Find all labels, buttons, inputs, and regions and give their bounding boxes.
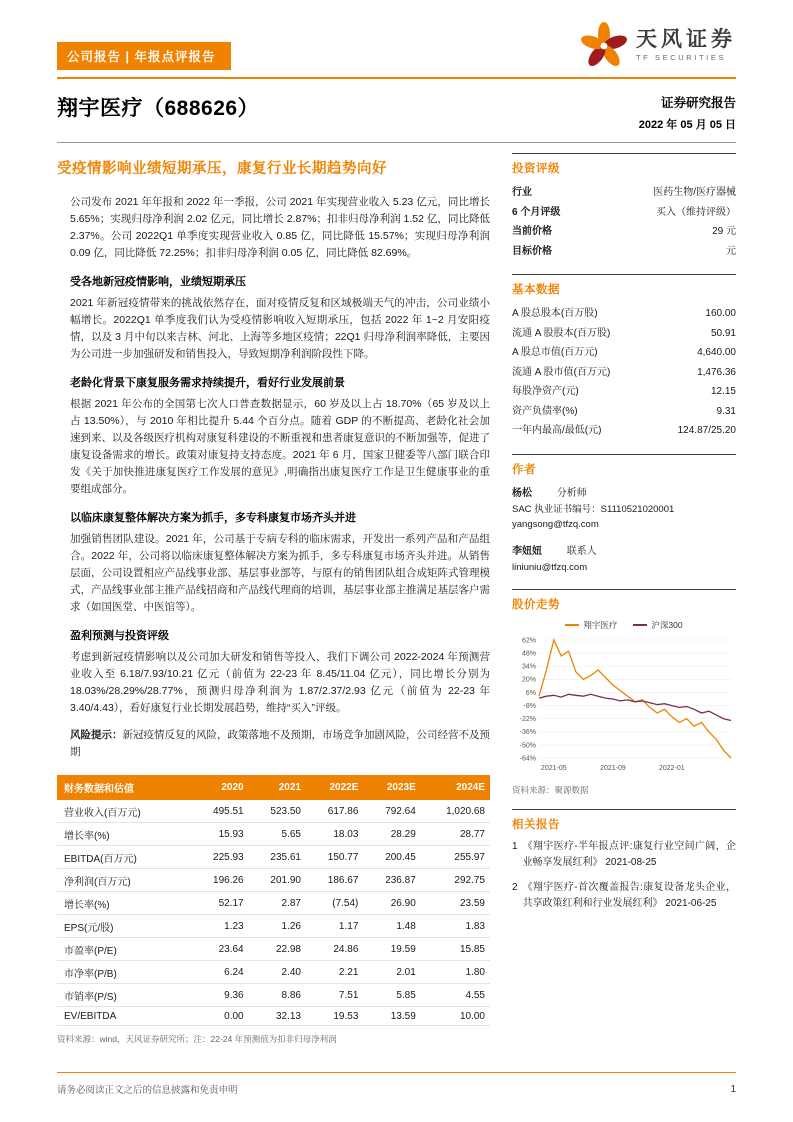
- author-row: [512, 484, 736, 499]
- table-row: [57, 961, 490, 984]
- sidebar: [512, 153, 736, 1045]
- kv-label: 行业: [512, 187, 532, 198]
- basic-data-section: [512, 274, 736, 441]
- svg-text:-64%: -64%: [519, 754, 536, 762]
- kv-value: 160.00: [705, 308, 736, 319]
- kv-row: [512, 421, 736, 441]
- report-item-text: 《翔宇医疗-半年报点评:康复行业空间广阔，企业畅享发展红利》 2021-08-25: [522, 840, 736, 868]
- legend-item: [565, 619, 617, 631]
- section-paragraph: 根据 2021 年公布的全国第七次人口普查数据显示，60 岁及以上占 18.70%（65 岁及以上占 13.50%），与 2010 年相比提升 5.44 个百分点。随着 GDP 的不断提高、老龄化社会加速到来、以及各级医疗机构对康复科建设的不断重视和患者康复意识的不断加强等，促进了康复设备需求的增长。政策对康复持支持态度。2021 年 6 月，国家卫健委等八部门联合印发《关于加快推进康复医疗工作发展的意见》,明确指出康复医疗工作是卫生健康事业的重要组成部分。: [70, 398, 490, 495]
- section-heading: 受各地新冠疫情影响，业绩短期承压: [70, 276, 246, 288]
- row-value: 23.59: [421, 892, 490, 915]
- row-value: 28.77: [421, 823, 490, 846]
- kv-label: 当前价格: [512, 226, 552, 237]
- report-date: 2022 年 05 月 05 日: [638, 119, 736, 131]
- kv-row: [512, 242, 736, 262]
- svg-text:-36%: -36%: [519, 728, 536, 736]
- page-title: 翔宇医疗（688626）: [57, 97, 260, 120]
- page-header: [57, 0, 736, 70]
- risk-paragraph: [70, 727, 490, 761]
- kv-row: [512, 363, 736, 383]
- rating-section-title: 投资评级: [512, 153, 736, 176]
- row-value: 19.59: [363, 938, 420, 961]
- row-value: 617.86: [306, 800, 363, 823]
- table-row: [57, 892, 490, 915]
- kv-value: 医药生物/医疗器械: [653, 187, 736, 198]
- section-paragraph: 加强销售团队建设。2021 年，公司基于专病专科的临床需求，开发出一系列产品和产品组合。2022 年，公司将以临床康复整体解决方案为抓手，多专科康复市场齐头并进。从销售层面，公司设置相应产品线事业部、基层事业部等，与原有的销售团队组合成矩阵式管理模式，产品线事业部主推产品线招商和产品线代理商的培训，基层事业部主推满足基层客户需求（如国医堂、中医馆等）。: [70, 533, 490, 613]
- rating-rows: [512, 183, 736, 261]
- author-section: [512, 454, 736, 576]
- table-col-header-year: 2024E: [421, 775, 490, 800]
- kv-label: 一年内最高/最低(元): [512, 425, 602, 436]
- section-heading: 老龄化背景下康复服务需求持续提升，看好行业发展前景: [70, 377, 345, 389]
- kv-value: 买入（维持评级）: [656, 206, 736, 218]
- svg-text:48%: 48%: [521, 650, 536, 658]
- row-value: 15.85: [421, 938, 490, 961]
- legend-label: 翔宇医疗: [583, 619, 618, 630]
- chart-series-line: [539, 694, 731, 720]
- row-value: 19.53: [306, 1007, 363, 1026]
- table-col-header-year: 2022E: [306, 775, 363, 800]
- tf-securities-logo-icon: [581, 22, 627, 68]
- row-value: 4.55: [421, 984, 490, 1007]
- kv-value: 9.31: [716, 405, 736, 417]
- kv-label: 资产负债率(%): [512, 405, 578, 417]
- kv-label: A 股总市值(百万元): [512, 347, 598, 358]
- intro-paragraph: 公司发布 2021 年年报和 2022 年一季报，公司 2021 年实现营业收入 5.23 亿元，同比增长 5.65%；实现归母净利润 2.02 亿元，同比增长 2.87%；扣非归母净利润 1.52 亿，同比降低 2.37%。公司 2022Q1 单季度实现营业收入 0.85 亿，同比降低 15.57%；实现归母净利润 0.09 亿，同比降低 72.25%；扣非归母净利润 0.05 亿，同比降低 82.69%。: [70, 196, 490, 259]
- legend-swatch: [565, 624, 579, 626]
- price-chart-section-title: 股价走势: [512, 589, 736, 612]
- row-label: EBITDA(百万元): [57, 846, 191, 869]
- legend-swatch: [633, 624, 647, 626]
- row-label: 市净率(P/B): [57, 961, 191, 984]
- author-cert: SAC 执业证书编号：S1110521020001: [512, 503, 675, 515]
- page-footer: [57, 1072, 736, 1096]
- row-value: 495.51: [191, 800, 248, 823]
- author-role: 分析师: [556, 487, 587, 499]
- row-label: EPS(元/股): [57, 915, 191, 938]
- brand-name: 天风证券: [636, 27, 736, 51]
- author-role: 联系人: [566, 545, 597, 557]
- kv-value: 29 元: [712, 226, 736, 237]
- report-body: [57, 194, 490, 761]
- row-value: 8.86: [249, 984, 306, 1007]
- row-value: 196.26: [191, 869, 248, 892]
- author-block: [512, 542, 736, 576]
- row-value: 22.98: [249, 938, 306, 961]
- kv-value: 50.91: [710, 327, 736, 339]
- legend-item: [633, 619, 682, 631]
- risk-label: 风险提示：: [70, 729, 123, 741]
- row-label: 市销率(P/S): [57, 984, 191, 1007]
- row-value: 23.64: [191, 938, 248, 961]
- row-value: 292.75: [421, 869, 490, 892]
- row-value: 235.61: [249, 846, 306, 869]
- row-value: 24.86: [306, 938, 363, 961]
- row-label: EV/EBITDA: [57, 1007, 191, 1026]
- row-value: 26.90: [363, 892, 420, 915]
- kv-value: 1,476.36: [697, 366, 736, 378]
- chart-legend: [512, 619, 736, 631]
- row-value: 28.29: [363, 823, 420, 846]
- section-heading: 以临床康复整体解决方案为抓手，多专科康复市场齐头并进: [70, 512, 356, 524]
- kv-label: 目标价格: [512, 245, 552, 257]
- kv-label: 流通 A 股股本(百万股): [512, 327, 611, 339]
- row-value: 1.80: [421, 961, 490, 984]
- svg-text:2021-05: 2021-05: [540, 764, 567, 772]
- row-value: 523.50: [249, 800, 306, 823]
- row-value: 186.67: [306, 869, 363, 892]
- svg-text:62%: 62%: [521, 636, 536, 644]
- row-label: 净利润(百万元): [57, 869, 191, 892]
- brand-name-en: TF SECURITIES: [636, 53, 727, 63]
- report-type-label: 证券研究报告: [660, 96, 736, 110]
- table-col-header-year: 2021: [249, 775, 306, 800]
- kv-value: 元: [726, 245, 736, 257]
- row-value: 0.00: [191, 1007, 248, 1026]
- report-item-text: 《翔宇医疗-首次覆盖报告:康复设备龙头企业，共享政策红利和行业发展红利》 2021-06-25: [522, 881, 736, 909]
- row-value: 1.26: [249, 915, 306, 938]
- rating-section: [512, 153, 736, 261]
- kv-value: 12.15: [710, 386, 736, 397]
- related-reports-section: [512, 809, 736, 912]
- kv-row: [512, 382, 736, 402]
- basic-data-section-title: 基本数据: [512, 274, 736, 297]
- row-value: 2.21: [306, 961, 363, 984]
- svg-text:20%: 20%: [521, 676, 536, 684]
- kv-row: [512, 402, 736, 422]
- legend-label: 沪深300: [651, 619, 683, 630]
- table-row: [57, 938, 490, 961]
- kv-value: 4,640.00: [697, 347, 736, 358]
- kv-row: [512, 304, 736, 324]
- table-col-header-label: 财务数据和估值: [57, 775, 191, 800]
- svg-text:-50%: -50%: [519, 741, 536, 749]
- table-row: [57, 800, 490, 823]
- kv-label: 每股净资产(元): [512, 386, 579, 397]
- svg-text:-8%: -8%: [523, 702, 536, 710]
- report-subtitle: 受疫情影响业绩短期承压，康复行业长期趋势向好: [57, 161, 387, 177]
- report-meta: [639, 92, 736, 132]
- related-reports-list: [512, 839, 736, 912]
- row-value: 5.65: [249, 823, 306, 846]
- row-value: 1.83: [421, 915, 490, 938]
- kv-row: [512, 183, 736, 203]
- row-label: 增长率(%): [57, 823, 191, 846]
- table-row: [57, 869, 490, 892]
- table-row: [57, 915, 490, 938]
- row-value: 150.77: [306, 846, 363, 869]
- title-row: [57, 79, 736, 143]
- kv-label: 6 个月评级: [512, 206, 561, 218]
- author-section-title: 作者: [512, 454, 736, 477]
- brand-text: [636, 28, 736, 62]
- kv-label: A 股总股本(百万股): [512, 308, 598, 319]
- author-row: [512, 542, 736, 557]
- table-row: [57, 1007, 490, 1026]
- row-value: 32.13: [249, 1007, 306, 1026]
- kv-row: [512, 343, 736, 363]
- table-col-header-year: 2020: [191, 775, 248, 800]
- table-row: [57, 846, 490, 869]
- kv-label: 流通 A 股市值(百万元): [512, 366, 611, 378]
- fin-table-head-row: [57, 775, 490, 800]
- row-value: 1.23: [191, 915, 248, 938]
- row-value: 10.00: [421, 1007, 490, 1026]
- row-value: 225.93: [191, 846, 248, 869]
- row-value: 2.87: [249, 892, 306, 915]
- report-category-banner: 公司报告 | 年报点评报告: [57, 42, 231, 70]
- author-email: liniuniu@tfzq.com: [512, 561, 588, 573]
- section-paragraph: 2021 年新冠疫情带来的挑战依然存在，面对疫情反复和区域极端天气的冲击，公司业绩小幅增长。2022Q1 单季度我们认为受疫情影响收入短期承压，包括 2022 年 1~2 月安阳疫情，以及 3 月中旬以来吉林、河北、上海等多地区疫情；22Q1 归母净利润率降低，主要因为公司进一步加强研发和销售投入，导致短期净利润阶段性下降。: [70, 297, 490, 360]
- row-value: (7.54): [306, 892, 363, 915]
- section-paragraph: 考虑到新冠疫情影响以及公司加大研发和销售等投入，我们下调公司 2022-2024 年预测营业收入至 6.18/7.93/10.21 亿元（前值为 22-23 年 8.45/11.04 亿元），同比增长分别为 18.03%/28.29%/28.77%，预测归母净利润为 1.87/2.37/2.93 亿元（前值为 22-23 年 3.40/4.43），看好康复行业长期发展趋势，维持“买入”评级。: [70, 651, 490, 714]
- financial-table: [57, 775, 490, 1026]
- report-item-number: 1: [512, 840, 518, 852]
- row-label: 市盈率(P/E): [57, 938, 191, 961]
- main-column: [57, 153, 490, 1045]
- table-row: [57, 823, 490, 846]
- row-value: 2.01: [363, 961, 420, 984]
- chart-source-note: 资料来源：聚源数据: [512, 784, 589, 795]
- footer-disclaimer: 请务必阅读正文之后的信息披露和免责申明: [57, 1085, 238, 1096]
- svg-text:-22%: -22%: [519, 715, 536, 723]
- row-value: 9.36: [191, 984, 248, 1007]
- basic-rows: [512, 304, 736, 441]
- brand-block: [581, 22, 736, 70]
- kv-row: [512, 324, 736, 344]
- kv-row: [512, 203, 736, 223]
- row-value: 792.64: [363, 800, 420, 823]
- row-value: 1.17: [306, 915, 363, 938]
- author-block: [512, 484, 736, 533]
- author-email: yangsong@tfzq.com: [512, 519, 599, 531]
- row-value: 1.48: [363, 915, 420, 938]
- row-value: 255.97: [421, 846, 490, 869]
- report-item: [512, 839, 736, 871]
- svg-text:2022-01: 2022-01: [659, 764, 685, 772]
- table-col-header-year: 2023E: [363, 775, 420, 800]
- author-name: 杨松: [512, 487, 532, 499]
- table-source-note: 资料来源：wind，天风证券研究所；注：22-24 年预测值为扣非归母净利润: [57, 1034, 337, 1044]
- section-heading: 盈利预测与投资评级: [70, 630, 169, 642]
- row-label: 营业收入(百万元): [57, 800, 191, 823]
- page-number: 1: [730, 1083, 736, 1095]
- row-value: 6.24: [191, 961, 248, 984]
- chart-series-line: [539, 640, 731, 758]
- report-item: [512, 880, 736, 912]
- risk-text: 新冠疫情反复的风险，政策落地不及预期，市场竞争加剧风险，公司经营不及预期: [70, 729, 490, 758]
- kv-row: [512, 222, 736, 242]
- author-name: 李妞妞: [512, 545, 542, 557]
- row-value: 236.87: [363, 869, 420, 892]
- table-row: [57, 984, 490, 1007]
- row-value: 52.17: [191, 892, 248, 915]
- row-value: 2.40: [249, 961, 306, 984]
- row-value: 1,020.68: [421, 800, 490, 823]
- row-label: 增长率(%): [57, 892, 191, 915]
- price-chart-svg: [512, 634, 736, 774]
- row-value: 201.90: [249, 869, 306, 892]
- report-item-number: 2: [512, 881, 518, 893]
- svg-text:2021-09: 2021-09: [600, 764, 626, 772]
- related-reports-title: 相关报告: [512, 809, 736, 832]
- row-value: 5.85: [363, 984, 420, 1007]
- svg-text:6%: 6%: [525, 689, 536, 697]
- kv-value: 124.87/25.20: [677, 425, 736, 436]
- svg-text:34%: 34%: [521, 663, 536, 671]
- row-value: 13.59: [363, 1007, 420, 1026]
- row-value: 15.93: [191, 823, 248, 846]
- content-columns: [57, 153, 736, 1045]
- row-value: 200.45: [363, 846, 420, 869]
- row-value: 18.03: [306, 823, 363, 846]
- row-value: 7.51: [306, 984, 363, 1007]
- price-chart-section: [512, 589, 736, 796]
- fin-table-body: [57, 800, 490, 1026]
